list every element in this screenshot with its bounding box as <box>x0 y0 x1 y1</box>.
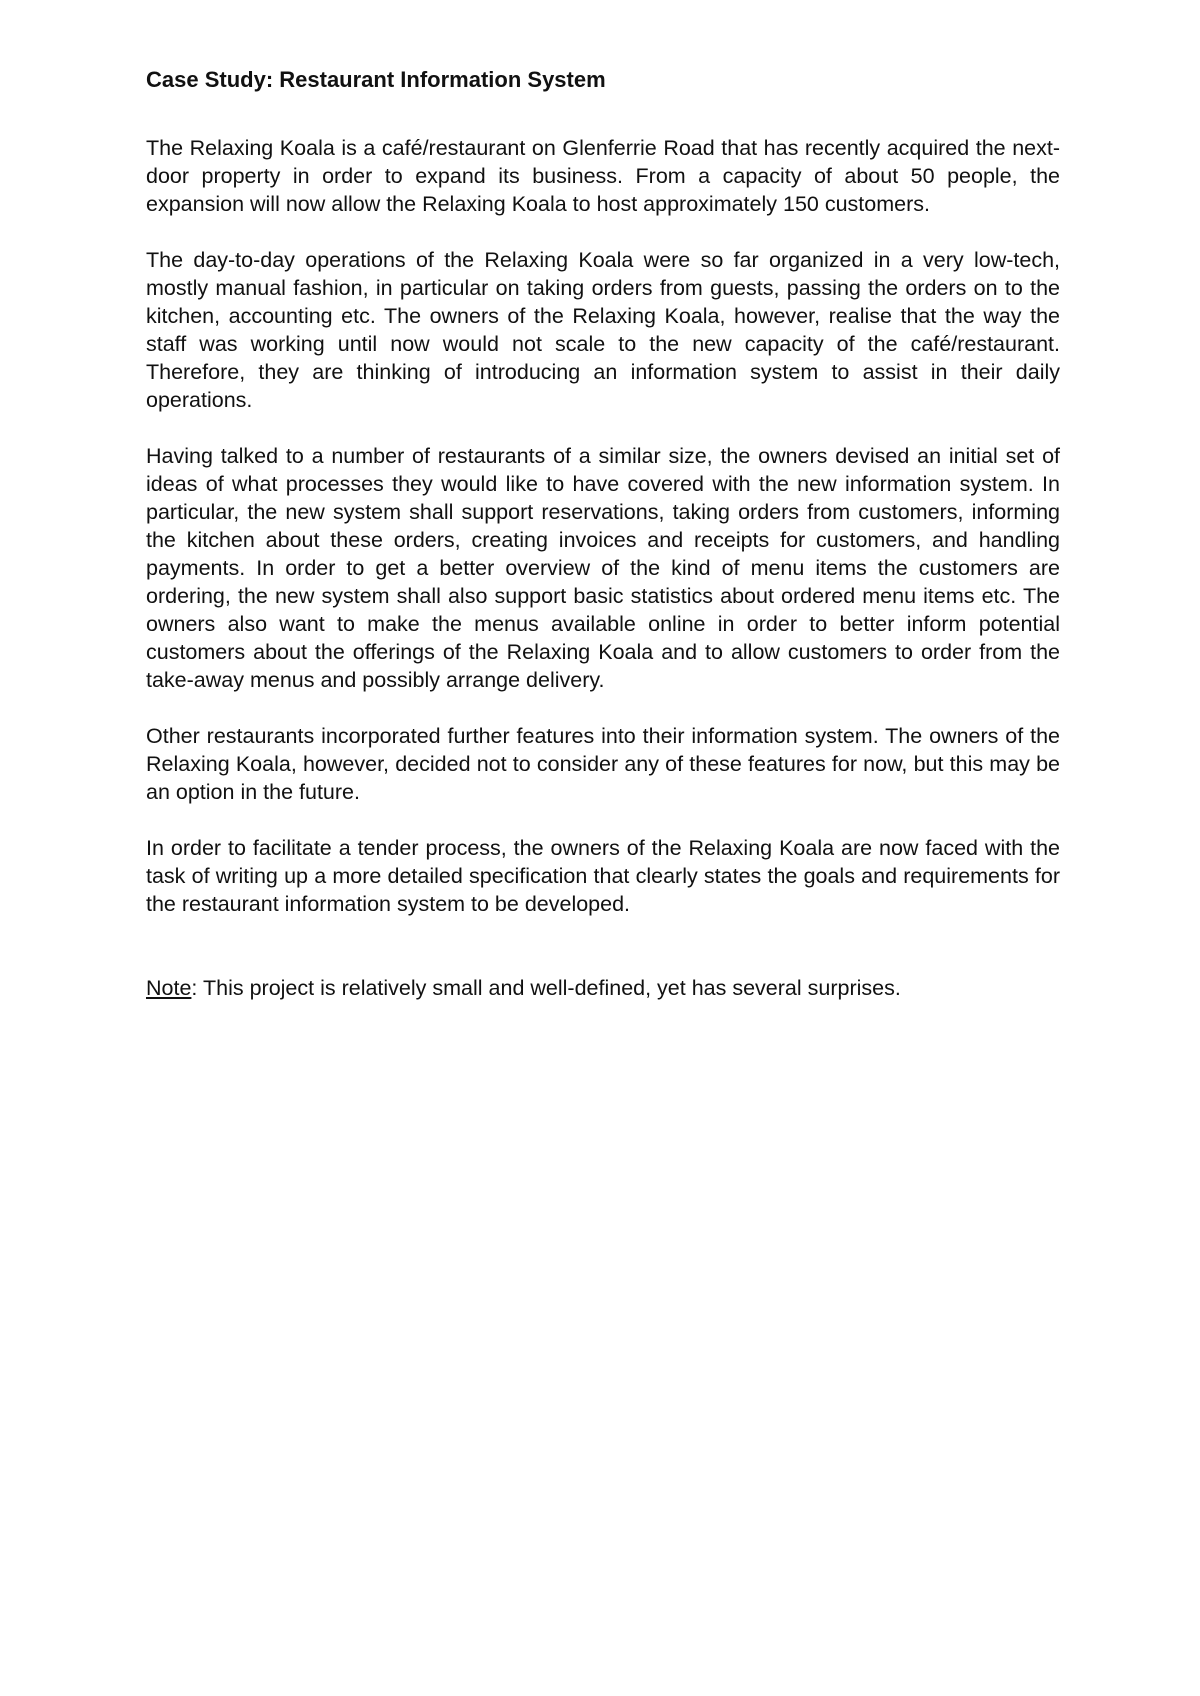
note-label: Note <box>146 976 192 1000</box>
note <box>146 974 1060 1002</box>
paragraph-intro: The Relaxing Koala is a café/restaurant on Glenferrie Road that has recently acquired the next-door property in order to expand its business. From a capacity of about 50 people, the expansion will now allow the Relaxing Koala to host approximately 150 customers. <box>146 136 1060 216</box>
paragraph-requirements: Having talked to a number of restaurants of a similar size, the owners devised an initial set of ideas of what processes they would like to have covered with the new information system. In particular, the new system shall support reservations, taking orders from customers, informing the kitchen about these orders, creating invoices and receipts for customers, and handling payments. In order to get a better overview of the kind of menu items the customers are ordering, the new system shall also support basic statistics about ordered menu items etc. The owners also want to make the menus available online in order to better inform potential customers about the offerings of the Relaxing Koala and to allow customers to order from the take-away menus and possibly arrange delivery. <box>146 444 1060 692</box>
paragraph-operations: The day-to-day operations of the Relaxing Koala were so far organized in a very low-tech, mostly manual fashion, in particular on taking orders from guests, passing the orders on to the kitchen, accounting etc. The owners of the Relaxing Koala, however, realise that the way the staff was working until now would not scale to the new capacity of the café/restaurant. Therefore, they are thinking of introducing an information system to assist in their daily operations. <box>146 248 1060 412</box>
note-separator: : <box>191 976 203 1000</box>
paragraph-other-features: Other restaurants incorporated further features into their information system. The owners of the Relaxing Koala, however, decided not to consider any of these features for now, but this may be an option in the future. <box>146 724 1060 804</box>
paragraph-tender: In order to facilitate a tender process, the owners of the Relaxing Koala are now faced with the task of writing up a more detailed specification that clearly states the goals and requirements for the restaurant information system to be developed. <box>146 836 1060 916</box>
note-text: This project is relatively small and well-defined, yet has several surprises. <box>202 976 901 1000</box>
document-title: Case Study: Restaurant Information System <box>146 67 606 92</box>
document-body <box>146 66 1060 1002</box>
